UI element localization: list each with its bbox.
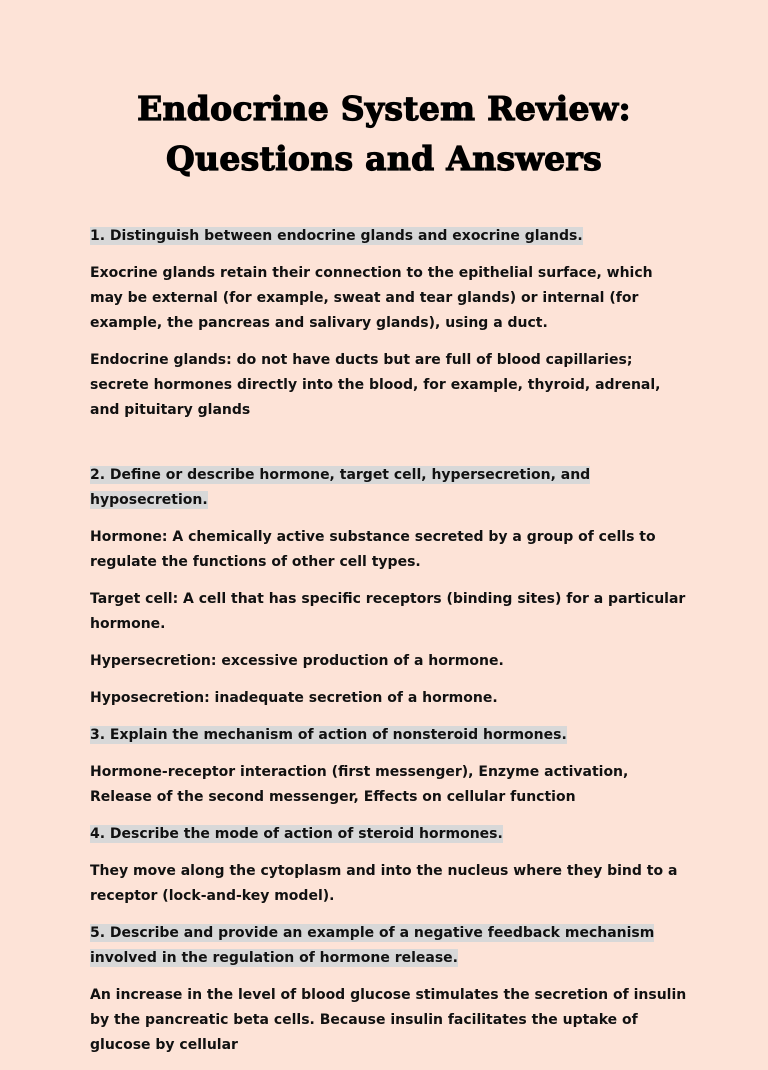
- answer-2-paragraph-4: Hyposecretion: inadequate secretion of a hormone.: [90, 690, 498, 706]
- answer-2-paragraph-1: Hormone: A chemically active substance secreted by a group of cells to regulate the functions of other cell types.: [90, 529, 656, 570]
- answer-5-paragraph-1: An increase in the level of blood glucose stimulates the secretion of insulin by the pancreatic beta cells. Because insulin facilitates the uptake of glucose by cellular: [90, 987, 687, 1053]
- answer-1-paragraph-1: Exocrine glands retain their connection to the epithelial surface, which may be external (for example, sweat and tear glands) or internal (for example, the pancreas and salivary glands), using a duct.: [90, 265, 653, 331]
- question-5: [90, 921, 690, 971]
- question-1: [90, 224, 690, 249]
- question-4: [90, 822, 690, 847]
- question-4-text: 4. Describe the mode of action of steroid hormones.: [90, 826, 503, 842]
- question-3: [90, 723, 690, 748]
- answer-3-paragraph-1: Hormone-receptor interaction (first messenger), Enzyme activation, Release of the second messenger, Effects on cellular function: [90, 764, 629, 805]
- answer-2-paragraph-2: Target cell: A cell that has specific receptors (binding sites) for a particular hormone.: [90, 591, 686, 632]
- question-2-text: 2. Define or describe hormone, target cell, hypersecretion, and hyposecretion.: [90, 467, 591, 508]
- page-title: [0, 84, 768, 184]
- document-body: [90, 224, 690, 1070]
- answer-1-paragraph-2: Endocrine glands: do not have ducts but are full of blood capillaries; secrete hormones directly into the blood, for example, thyroid, adrenal, and pituitary glands: [90, 352, 661, 418]
- page-title-line-1: Endocrine System Review:: [137, 89, 631, 128]
- section-spacer: [90, 435, 690, 463]
- question-5-text: 5. Describe and provide an example of a negative feedback mechanism involved in the regulation of hormone release.: [90, 925, 655, 966]
- answer-2-paragraph-3: Hypersecretion: excessive production of a hormone.: [90, 653, 504, 669]
- question-1-text: 1. Distinguish between endocrine glands and exocrine glands.: [90, 228, 583, 244]
- question-2: [90, 463, 690, 513]
- page-title-line-2: Questions and Answers: [166, 139, 602, 178]
- answer-4-paragraph-1: They move along the cytoplasm and into the nucleus where they bind to a receptor (lock-and-key model).: [90, 863, 678, 904]
- question-3-text: 3. Explain the mechanism of action of nonsteroid hormones.: [90, 727, 567, 743]
